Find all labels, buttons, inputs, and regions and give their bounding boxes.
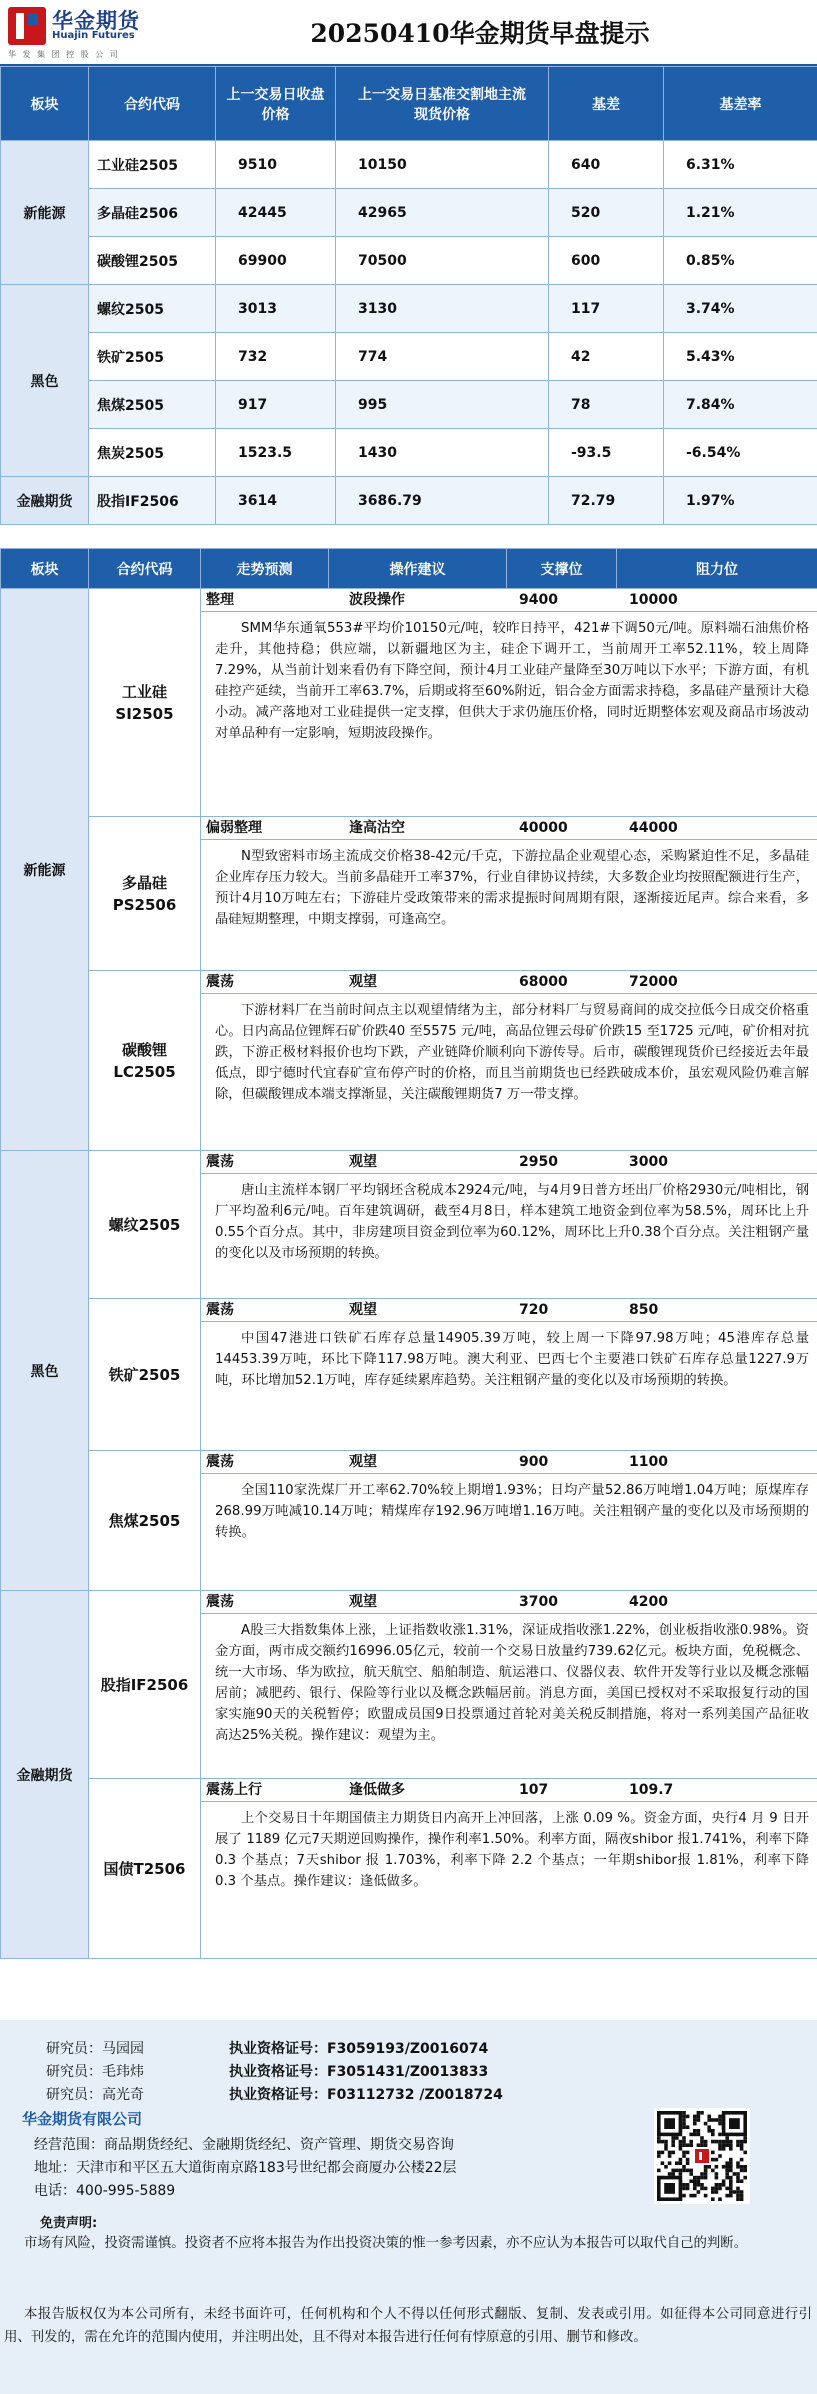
strategy-row bbox=[1, 1779, 817, 1959]
support-value: 2950 bbox=[519, 1154, 558, 1170]
analysis-cell bbox=[201, 971, 817, 1151]
close-price-cell: 42445 bbox=[216, 189, 336, 237]
advice-value: 观望 bbox=[349, 1454, 377, 1470]
contract-code-cell bbox=[89, 817, 201, 971]
close-price-cell: 9510 bbox=[216, 141, 336, 189]
header-sector: 板块 bbox=[1, 67, 89, 141]
trend-value: 整理 bbox=[206, 592, 234, 608]
staff-license: 执业资格证号：F03112732 /Z0018724 bbox=[229, 2087, 503, 2103]
basis-cell: -93.5 bbox=[549, 429, 664, 477]
analysis-cell bbox=[201, 589, 817, 817]
staff-name: 研究员：马园园 bbox=[46, 2041, 144, 2057]
sector-cell: 金融期货 bbox=[1, 477, 89, 525]
basis-table bbox=[0, 66, 817, 525]
contract-symbol: PS2506 bbox=[112, 895, 177, 914]
disclaimer-title: 免责声明: bbox=[40, 2216, 98, 2231]
analysis-text: 下游材料厂在当前时间点主以观望情绪为主，部分材料厂与贸易商间的成交拉低今日成交价格重心。日内高品位锂辉石矿价跌40 至5575 元/吨，高品位锂云母矿价跌15 至1725 元/吨，矿价相对抗跌，下游正极材料报价也均下跌，产业链降价顺利向下游传导。后市，碳酸锂现货价已经接近去年最低点，即宁德时代宜春矿宣布停产时的价格，而且当前期货也已经跌破成本价，虽宏观风险仍难言解除，但碳酸锂成本端支撑渐显，关注碳酸锂期货7 万一带支撑。 bbox=[215, 1003, 809, 1102]
forecast-line bbox=[201, 1299, 817, 1322]
resistance-value: 3000 bbox=[629, 1154, 668, 1170]
advice-value: 观望 bbox=[349, 1302, 377, 1318]
analysis-text: 全国110家洗煤厂开工率62.70%较上期增1.93%；日均产量52.86万吨增1.04万吨；原煤库存268.99万吨减10.14万吨；精煤库存192.96万吨增1.16万吨。关注粗钢产量的变化以及市场预期的转换。 bbox=[215, 1483, 809, 1540]
table-row bbox=[1, 381, 817, 429]
header-contract: 合约代码 bbox=[89, 549, 201, 589]
advice-value: 波段操作 bbox=[349, 592, 405, 608]
sector-cell: 黑色 bbox=[1, 285, 89, 477]
table-row bbox=[1, 333, 817, 381]
basis-cell: 72.79 bbox=[549, 477, 664, 525]
basis-rate-cell: 3.74% bbox=[664, 285, 817, 333]
table-row bbox=[1, 477, 817, 525]
resistance-value: 850 bbox=[629, 1302, 659, 1318]
basis-rate-cell: 1.21% bbox=[664, 189, 817, 237]
support-value: 40000 bbox=[519, 820, 568, 836]
contract-symbol: SI2505 bbox=[115, 704, 174, 723]
spot-price-cell: 3686.79 bbox=[336, 477, 549, 525]
analysis-cell bbox=[201, 1451, 817, 1591]
contract-code-cell bbox=[89, 589, 201, 817]
advice-value: 观望 bbox=[349, 1594, 377, 1610]
resistance-value: 1100 bbox=[629, 1454, 668, 1470]
close-price-cell: 3614 bbox=[216, 477, 336, 525]
spot-price-cell: 70500 bbox=[336, 237, 549, 285]
contract-name: 国债T2506 bbox=[103, 1859, 186, 1878]
strategy-row bbox=[1, 971, 817, 1151]
basis-cell: 640 bbox=[549, 141, 664, 189]
support-value: 900 bbox=[519, 1454, 549, 1470]
analysis-text: A股三大指数集体上涨，上证指数收涨1.31%，深证成指收涨1.22%，创业板指收涨0.98%。资金方面，两市成交额约16996.05亿元，较前一个交易日放量约739.62亿元。板块方面，免税概念、统一大市场、华为欧拉，航天航空、船舶制造、航运港口、仪器仪表、软件开发等行业以及概念涨幅居前；减肥药、银行、保险等行业以及概念跌幅居前。消息方面，美国已授权对不采取报复行动的国家实施90天的关税暂停；欧盟成员国9日投票通过首轮对美关税反制措施，将对一系列美国产品征收高达25%关税。操作建议：观望为主。 bbox=[215, 1623, 809, 1743]
spot-price-cell: 3130 bbox=[336, 285, 549, 333]
analysis-cell bbox=[201, 1299, 817, 1451]
company-address: 地址：天津市和平区五大道街南京路183号世纪都会商厦办公楼22层 bbox=[34, 2160, 457, 2176]
contract-name: 铁矿2505 bbox=[108, 1365, 181, 1384]
contract-symbol: LC2505 bbox=[113, 1062, 176, 1081]
trend-value: 偏弱整理 bbox=[206, 820, 262, 836]
report-header bbox=[0, 0, 817, 66]
contract-code-cell bbox=[89, 1451, 201, 1591]
trend-value: 震荡 bbox=[206, 974, 234, 990]
support-value: 3700 bbox=[519, 1594, 558, 1610]
sector-cell: 金融期货 bbox=[1, 1591, 89, 1959]
table-row bbox=[1, 237, 817, 285]
contract-name: 多晶硅 bbox=[121, 873, 167, 892]
report-title: 20250410华金期货早盘提示 bbox=[310, 19, 650, 48]
header-spot-price: 上一交易日基准交割地主流现货价格 bbox=[336, 67, 549, 141]
strategy-table bbox=[0, 548, 817, 1959]
staff-license: 执业资格证号：F3051431/Z0013833 bbox=[229, 2064, 489, 2080]
contract-code-cell: 碳酸锂2505 bbox=[89, 237, 216, 285]
table-row bbox=[1, 285, 817, 333]
close-price-cell: 69900 bbox=[216, 237, 336, 285]
table-row bbox=[1, 189, 817, 237]
analysis-text: SMM华东通氧553#平均价10150元/吨，较昨日持平，421#下调50元/吨。原料端石油焦价格走升，其他持稳；供应端，以新疆地区为主，硅企下调开工，当前周开工率52.11%，较上周降7.29%，从当前计划来看仍有下降空间，预计4月工业硅产量降至30万吨以下水平；下游方面，有机硅控产延续，当前开工率63.7%，后期或将至60%附近，铝合金方面需求持稳，多晶硅产量预计大稳小动。减产落地对工业硅提供一定支撑，但供大于求仍施压价格，同时近期整体宏观及商品市场波动对单品种有一定影响，短期波段操作。 bbox=[215, 621, 809, 741]
close-price-cell: 3013 bbox=[216, 285, 336, 333]
header-advice: 操作建议 bbox=[329, 549, 507, 589]
strategy-row bbox=[1, 1591, 817, 1779]
contract-code-cell: 螺纹2505 bbox=[89, 285, 216, 333]
header-basis: 基差 bbox=[549, 67, 664, 141]
contract-name: 股指IF2506 bbox=[100, 1675, 189, 1694]
forecast-line bbox=[201, 1779, 817, 1802]
contract-code-cell bbox=[89, 1299, 201, 1451]
strategy-row bbox=[1, 1299, 817, 1451]
forecast-line bbox=[201, 971, 817, 994]
support-value: 720 bbox=[519, 1302, 549, 1318]
analysis-cell bbox=[201, 817, 817, 971]
header-close-price: 上一交易日收盘价格 bbox=[216, 67, 336, 141]
advice-value: 观望 bbox=[349, 974, 377, 990]
table-row bbox=[1, 141, 817, 189]
strategy-row bbox=[1, 817, 817, 971]
basis-cell: 117 bbox=[549, 285, 664, 333]
contract-code-cell: 工业硅2505 bbox=[89, 141, 216, 189]
basis-cell: 42 bbox=[549, 333, 664, 381]
forecast-line bbox=[201, 589, 817, 612]
support-value: 9400 bbox=[519, 592, 558, 608]
contract-code-cell: 焦炭2505 bbox=[89, 429, 216, 477]
close-price-cell: 1523.5 bbox=[216, 429, 336, 477]
forecast-line bbox=[201, 1451, 817, 1474]
trend-value: 震荡 bbox=[206, 1594, 234, 1610]
contract-code-cell bbox=[89, 971, 201, 1151]
analysis-text: 唐山主流样本钢厂平均钢坯含税成本2924元/吨，与4月9日普方坯出厂价格2930元/吨相比，钢厂平均盈利6元/吨。百年建筑调研，截至4月8日，样本建筑工地资金到位率为58.5%，周环比上升0.55个百分点。其中，非房建项目资金到位率为60.12%，周环比上升0.38个百分点。关注粗钢产量的变化以及市场预期的转换。 bbox=[215, 1183, 809, 1261]
logo-cn: 华金期货 bbox=[52, 9, 140, 33]
basis-rate-cell: 1.97% bbox=[664, 477, 817, 525]
sector-cell: 新能源 bbox=[1, 141, 89, 285]
advice-value: 观望 bbox=[349, 1154, 377, 1170]
spot-price-cell: 42965 bbox=[336, 189, 549, 237]
basis-rate-cell: 6.31% bbox=[664, 141, 817, 189]
strategy-row bbox=[1, 1151, 817, 1299]
contract-code-cell bbox=[89, 1151, 201, 1299]
analysis-text: N型致密料市场主流成交价格38-42元/千克，下游拉晶企业观望心态，采购紧迫性不足，多晶硅企业库存压力较大。当前多晶硅开工率37%，行业自律协议持续，大多数企业均按照配额进行生产，预计4月10万吨左右；下游硅片受政策带来的需求提振时间周期有限，逐渐接近尾声。综合来看，多晶硅短期整理，中期支撑弱，可逢高空。 bbox=[215, 849, 809, 927]
forecast-line bbox=[201, 1591, 817, 1614]
resistance-value: 4200 bbox=[629, 1594, 668, 1610]
contract-name: 碳酸锂 bbox=[121, 1040, 167, 1059]
spot-price-cell: 1430 bbox=[336, 429, 549, 477]
analysis-cell bbox=[201, 1779, 817, 1959]
resistance-value: 109.7 bbox=[629, 1782, 674, 1798]
trend-value: 震荡上行 bbox=[206, 1782, 262, 1798]
basis-rate-cell: 7.84% bbox=[664, 381, 817, 429]
company-phone: 电话：400-995-5889 bbox=[34, 2183, 176, 2199]
resistance-value: 10000 bbox=[629, 592, 678, 608]
staff-3 bbox=[46, 2084, 503, 2104]
contract-code-cell: 多晶硅2506 bbox=[89, 189, 216, 237]
forecast-line bbox=[201, 1151, 817, 1174]
spot-price-cell: 10150 bbox=[336, 141, 549, 189]
contract-code-cell bbox=[89, 1779, 201, 1959]
staff-license: 执业资格证号：F3059193/Z0016074 bbox=[229, 2041, 489, 2057]
spot-price-cell: 995 bbox=[336, 381, 549, 429]
logo-sub: 华 发 集 团 控 股 公 司 bbox=[8, 50, 120, 59]
contract-name: 螺纹2505 bbox=[108, 1215, 181, 1234]
basis-rate-cell: 0.85% bbox=[664, 237, 817, 285]
contract-name: 焦煤2505 bbox=[108, 1511, 181, 1530]
table-row bbox=[1, 429, 817, 477]
contract-code-cell bbox=[89, 1591, 201, 1779]
analysis-text: 中国47港进口铁矿石库存总量14905.39万吨，较上周一下降97.98万吨；45港库存总量14453.39万吨，环比下降117.98万吨。澳大利亚、巴西七个主要港口铁矿石库存总量1227.9万吨，环比增加52.1万吨，库存延续累库趋势。关注粗钢产量的变化以及市场预期的转换。 bbox=[215, 1331, 809, 1388]
staff-1 bbox=[46, 2038, 489, 2058]
advice-value: 逢低做多 bbox=[349, 1782, 405, 1798]
analysis-cell bbox=[201, 1151, 817, 1299]
basis-rate-cell: -6.54% bbox=[664, 429, 817, 477]
header-basis-rate: 基差率 bbox=[664, 67, 817, 141]
header-resistance: 阻力位 bbox=[617, 549, 817, 589]
analysis-cell bbox=[201, 1591, 817, 1779]
qr-code-icon bbox=[654, 2108, 750, 2204]
disclaimer-paragraph-1: 市场有风险，投资需谨慎。投资者不应将本报告为作出投资决策的惟一参考因素，亦不应认为本报告可以取代自己的判断。 bbox=[24, 2236, 748, 2251]
analysis-text: 上个交易日十年期国债主力期货日内高开上冲回落，上涨 0.09 %。资金方面，央行4 月 9 日开展了 1189 亿元7天期逆回购操作，操作利率1.50%。利率方面，隔夜shibor 报1.741%，利率下降 0.3 个基点；7天shibor 报 1.703%，利率下降 2.2 个基点；一年期shibor报 1.81%，利率下降 0.3 个基点。操作建议：逢低做多。 bbox=[215, 1811, 809, 1889]
trend-value: 震荡 bbox=[206, 1302, 234, 1318]
report-footer bbox=[0, 2020, 817, 2394]
basis-rate-cell: 5.43% bbox=[664, 333, 817, 381]
staff-name: 研究员：高光奇 bbox=[46, 2087, 144, 2103]
sector-cell: 黑色 bbox=[1, 1151, 89, 1591]
advice-value: 逢高沽空 bbox=[349, 820, 405, 836]
staff-2 bbox=[46, 2061, 489, 2081]
support-value: 68000 bbox=[519, 974, 568, 990]
logo-mark-icon bbox=[8, 7, 46, 45]
resistance-value: 44000 bbox=[629, 820, 678, 836]
contract-name: 工业硅 bbox=[121, 682, 167, 701]
strategy-row bbox=[1, 1451, 817, 1591]
contract-code-cell: 股指IF2506 bbox=[89, 477, 216, 525]
forecast-line bbox=[201, 817, 817, 840]
trend-value: 震荡 bbox=[206, 1454, 234, 1470]
header-sector: 板块 bbox=[1, 549, 89, 589]
support-value: 107 bbox=[519, 1782, 549, 1798]
disclaimer-paragraph-2: 本报告版权仅为本公司所有，未经书面许可，任何机构和个人不得以任何形式翻版、复制、发表或引用。如征得本公司同意进行引用、刊发的，需在允许的范围内使用，并注明出处，且不得对本报告进行任何有悖原意的引用、删节和修改。 bbox=[4, 2307, 812, 2345]
business-scope: 经营范围：商品期货经纪、金融期货经纪、资产管理、期货交易咨询 bbox=[34, 2137, 454, 2153]
contract-code-cell: 焦煤2505 bbox=[89, 381, 216, 429]
close-price-cell: 732 bbox=[216, 333, 336, 381]
company-name: 华金期货有限公司 bbox=[22, 2110, 143, 2128]
logo-en: Huajin Futures bbox=[52, 30, 135, 41]
header-contract: 合约代码 bbox=[89, 67, 216, 141]
basis-cell: 78 bbox=[549, 381, 664, 429]
resistance-value: 72000 bbox=[629, 974, 678, 990]
contract-code-cell: 铁矿2505 bbox=[89, 333, 216, 381]
header-support: 支撑位 bbox=[507, 549, 617, 589]
basis-cell: 520 bbox=[549, 189, 664, 237]
company-logo bbox=[8, 5, 178, 59]
strategy-row bbox=[1, 589, 817, 817]
spot-price-cell: 774 bbox=[336, 333, 549, 381]
header-trend: 走势预测 bbox=[201, 549, 329, 589]
sector-cell: 新能源 bbox=[1, 589, 89, 1151]
basis-cell: 600 bbox=[549, 237, 664, 285]
close-price-cell: 917 bbox=[216, 381, 336, 429]
trend-value: 震荡 bbox=[206, 1154, 234, 1170]
staff-name: 研究员：毛玮炜 bbox=[46, 2064, 144, 2080]
